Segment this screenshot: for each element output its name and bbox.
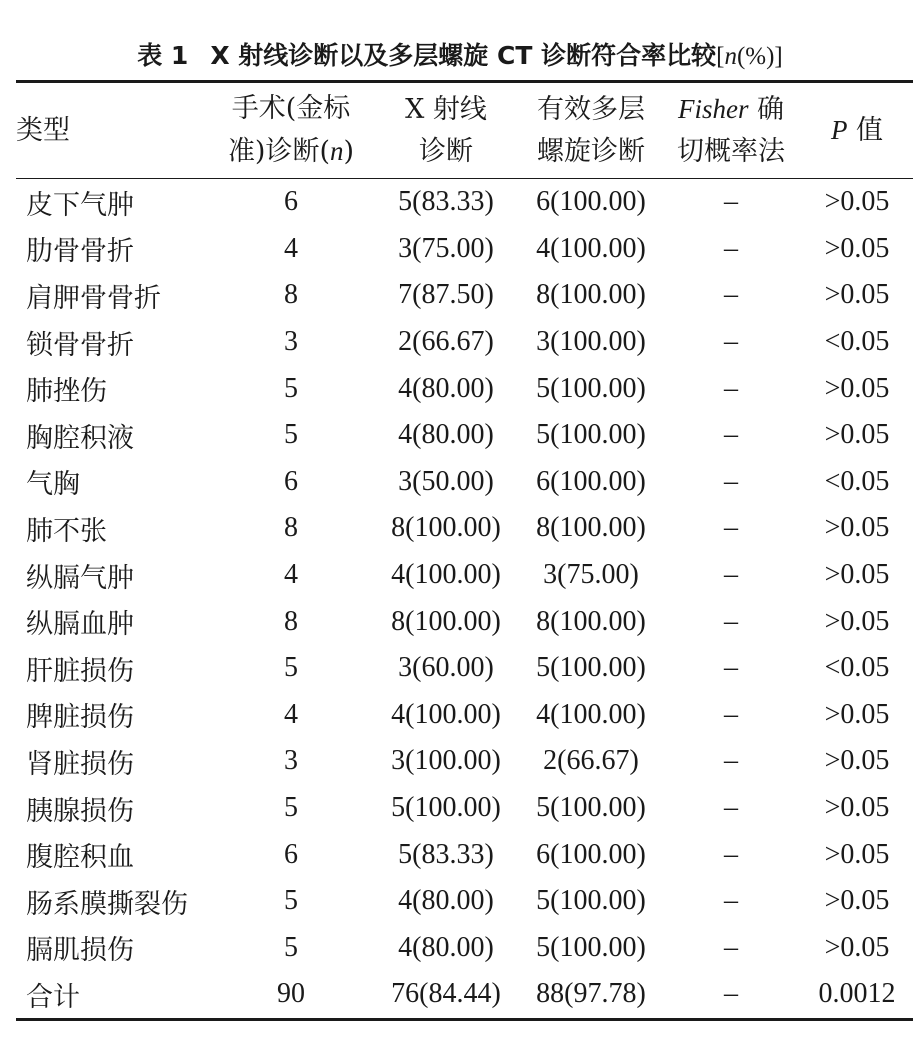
cell-p-value: >0.05: [824, 605, 890, 637]
cell-type: 气胸: [26, 469, 80, 501]
cell-ct: 6(100.00): [536, 186, 646, 218]
table-row: [16, 365, 913, 412]
cell-ct: 6(100.00): [536, 465, 646, 497]
header-fisher-line2: 切概率法: [677, 136, 785, 167]
cell-xray: 4(80.00): [398, 419, 494, 451]
cell-fisher: –: [724, 885, 738, 917]
header-xray: [371, 82, 521, 179]
table-row: [16, 971, 913, 1019]
caption-n-symbol: n: [724, 43, 737, 70]
cell-p-value: >0.05: [824, 885, 890, 917]
cell-ct: 5(100.00): [536, 931, 646, 963]
cell-fisher: –: [724, 186, 738, 218]
cell-type: 纵膈气肿: [26, 562, 134, 594]
table-row: [16, 552, 913, 599]
table-row: [16, 692, 913, 739]
cell-p-value: >0.05: [824, 419, 890, 451]
cell-fisher: –: [724, 698, 738, 730]
header-fisher: [661, 82, 801, 179]
cell-p-value: >0.05: [824, 931, 890, 963]
cell-p-value: >0.05: [824, 186, 890, 218]
cell-surgery: 90: [211, 971, 371, 1019]
cell-p-value: >0.05: [824, 512, 890, 544]
table-row: [16, 738, 913, 785]
table-caption: [0, 36, 920, 77]
cell-surgery: 4: [284, 698, 298, 730]
table-header: [16, 82, 913, 179]
cell-xray: 3(60.00): [398, 652, 494, 684]
cell-xray: 4(80.00): [398, 931, 494, 963]
cell-p-value: >0.05: [824, 698, 890, 730]
table-row: [16, 598, 913, 645]
cell-ct: 5(100.00): [536, 419, 646, 451]
header-surgery-line2-post: ): [343, 136, 355, 167]
cell-type: 肾脏损伤: [26, 748, 134, 780]
table-row: [16, 645, 913, 692]
cell-surgery: 4: [284, 232, 298, 264]
table-row: [16, 319, 913, 366]
cell-fisher: –: [724, 931, 738, 963]
cell-fisher: –: [724, 559, 738, 591]
header-p-symbol: P: [830, 115, 848, 145]
cell-xray: 8(100.00): [391, 605, 501, 637]
cell-ct: 8(100.00): [536, 605, 646, 637]
header-ct: [521, 82, 661, 179]
cell-fisher: –: [661, 971, 801, 1019]
cell-ct: 5(100.00): [536, 792, 646, 824]
cell-surgery: 8: [284, 279, 298, 311]
cell-ct: 8(100.00): [536, 279, 646, 311]
cell-type: 肠系膜撕裂伤: [26, 888, 188, 920]
comparison-table: [16, 80, 913, 1021]
cell-p-value: >0.05: [824, 792, 890, 824]
cell-surgery: 6: [284, 186, 298, 218]
cell-p-value: >0.05: [824, 279, 890, 311]
cell-type: 锁骨骨折: [26, 329, 134, 361]
header-surgery: [211, 82, 371, 179]
table-row: [16, 505, 913, 552]
table-row: [16, 831, 913, 878]
table-row: [16, 272, 913, 319]
header-ct-line1: 有效多层: [537, 93, 645, 125]
cell-ct: 4(100.00): [536, 232, 646, 264]
cell-type: 胸腔积液: [26, 422, 134, 454]
cell-type: 肋骨骨折: [26, 236, 134, 268]
cell-xray: 3(50.00): [398, 465, 494, 497]
cell-ct: 5(100.00): [536, 652, 646, 684]
header-surgery-line1: 手术(金标: [231, 93, 351, 124]
header-ct-line2: 螺旋诊断: [537, 135, 645, 167]
cell-xray: 2(66.67): [398, 326, 494, 358]
cell-surgery: 5: [284, 792, 298, 824]
cell-ct: 8(100.00): [536, 512, 646, 544]
cell-ct: 4(100.00): [536, 698, 646, 730]
cell-xray: 3(75.00): [398, 232, 494, 264]
cell-fisher: –: [724, 232, 738, 264]
header-surgery-line2: [211, 130, 371, 173]
cell-fisher: –: [724, 372, 738, 404]
cell-type: 纵膈血肿: [26, 609, 134, 641]
cell-p-value: >0.05: [824, 232, 890, 264]
header-surgery-n: n: [330, 136, 344, 166]
cell-surgery: 8: [284, 605, 298, 637]
cell-xray: 3(100.00): [391, 745, 501, 777]
cell-surgery: 5: [284, 885, 298, 917]
cell-type: 肩胛骨骨折: [26, 282, 161, 314]
cell-p-value: >0.05: [824, 559, 890, 591]
table-body: [16, 179, 913, 1020]
cell-surgery: 5: [284, 931, 298, 963]
cell-type: 肺不张: [26, 515, 107, 547]
table-row: [16, 226, 913, 273]
table-row: [16, 412, 913, 459]
header-fisher-italic: Fisher: [677, 94, 749, 124]
cell-xray: 5(100.00): [391, 792, 501, 824]
cell-fisher: –: [724, 605, 738, 637]
table-row: [16, 459, 913, 506]
cell-surgery: 5: [284, 652, 298, 684]
cell-type: 肺挫伤: [26, 376, 107, 408]
cell-surgery: 6: [284, 838, 298, 870]
cell-surgery: 4: [284, 559, 298, 591]
header-type: [16, 82, 211, 179]
cell-type: 皮下气肿: [26, 189, 134, 221]
header-xray-line1: X 射线: [405, 93, 487, 125]
cell-xray: 4(100.00): [391, 559, 501, 591]
header-type-label: 类型: [16, 114, 70, 146]
cell-p-value: >0.05: [824, 745, 890, 777]
cell-surgery: 6: [284, 465, 298, 497]
header-p: [801, 82, 913, 179]
caption-bracket-open: [: [716, 43, 725, 70]
cell-surgery: 3: [284, 745, 298, 777]
cell-fisher: –: [724, 326, 738, 358]
cell-type: 胰腺损伤: [26, 795, 134, 827]
cell-p-value: >0.05: [824, 372, 890, 404]
cell-xray: 4(100.00): [391, 698, 501, 730]
cell-ct: 5(100.00): [536, 372, 646, 404]
cell-fisher: –: [724, 512, 738, 544]
cell-xray: 76(84.44): [371, 971, 521, 1019]
caption-percent-unit: (%)]: [736, 43, 783, 70]
cell-ct: 3(100.00): [536, 326, 646, 358]
cell-surgery: 5: [284, 419, 298, 451]
cell-type: 肝脏损伤: [26, 655, 134, 687]
cell-fisher: –: [724, 838, 738, 870]
cell-type: 合计: [16, 971, 211, 1019]
cell-fisher: –: [724, 279, 738, 311]
header-fisher-line1: [661, 88, 801, 131]
cell-fisher: –: [724, 652, 738, 684]
header-row: [16, 82, 913, 179]
cell-fisher: –: [724, 745, 738, 777]
header-surgery-line2-pre: 准)诊断(: [227, 136, 331, 167]
cell-ct: 6(100.00): [536, 838, 646, 870]
cell-xray: 7(87.50): [398, 279, 494, 311]
cell-surgery: 5: [284, 372, 298, 404]
cell-fisher: –: [724, 419, 738, 451]
table-row: [16, 925, 913, 972]
cell-type: 腹腔积血: [26, 842, 134, 874]
cell-p-value: 0.0012: [801, 971, 913, 1019]
header-fisher-rest: 确: [748, 94, 785, 125]
table-title: X 射线诊断以及多层螺旋 CT 诊断符合率比较: [210, 41, 717, 70]
cell-xray: 4(80.00): [398, 372, 494, 404]
cell-ct: 5(100.00): [536, 885, 646, 917]
cell-p-value: <0.05: [824, 465, 890, 497]
cell-xray: 5(83.33): [398, 838, 494, 870]
cell-surgery: 3: [284, 326, 298, 358]
table-row: [16, 878, 913, 925]
cell-fisher: –: [724, 792, 738, 824]
cell-xray: 4(80.00): [398, 885, 494, 917]
cell-ct: 3(75.00): [543, 559, 639, 591]
cell-p-value: <0.05: [824, 652, 890, 684]
cell-type: 膈肌损伤: [26, 935, 134, 967]
cell-p-value: <0.05: [824, 326, 890, 358]
header-xray-line2: 诊断: [419, 135, 473, 167]
table-row: [16, 785, 913, 832]
table-label: 表 1: [137, 41, 189, 70]
cell-ct: 88(97.78): [521, 971, 661, 1019]
table-row: [16, 179, 913, 226]
cell-ct: 2(66.67): [543, 745, 639, 777]
header-p-rest: 值: [847, 115, 884, 146]
cell-fisher: –: [724, 465, 738, 497]
cell-xray: 5(83.33): [398, 186, 494, 218]
cell-xray: 8(100.00): [391, 512, 501, 544]
cell-p-value: >0.05: [824, 838, 890, 870]
cell-type: 脾脏损伤: [26, 702, 134, 734]
cell-surgery: 8: [284, 512, 298, 544]
